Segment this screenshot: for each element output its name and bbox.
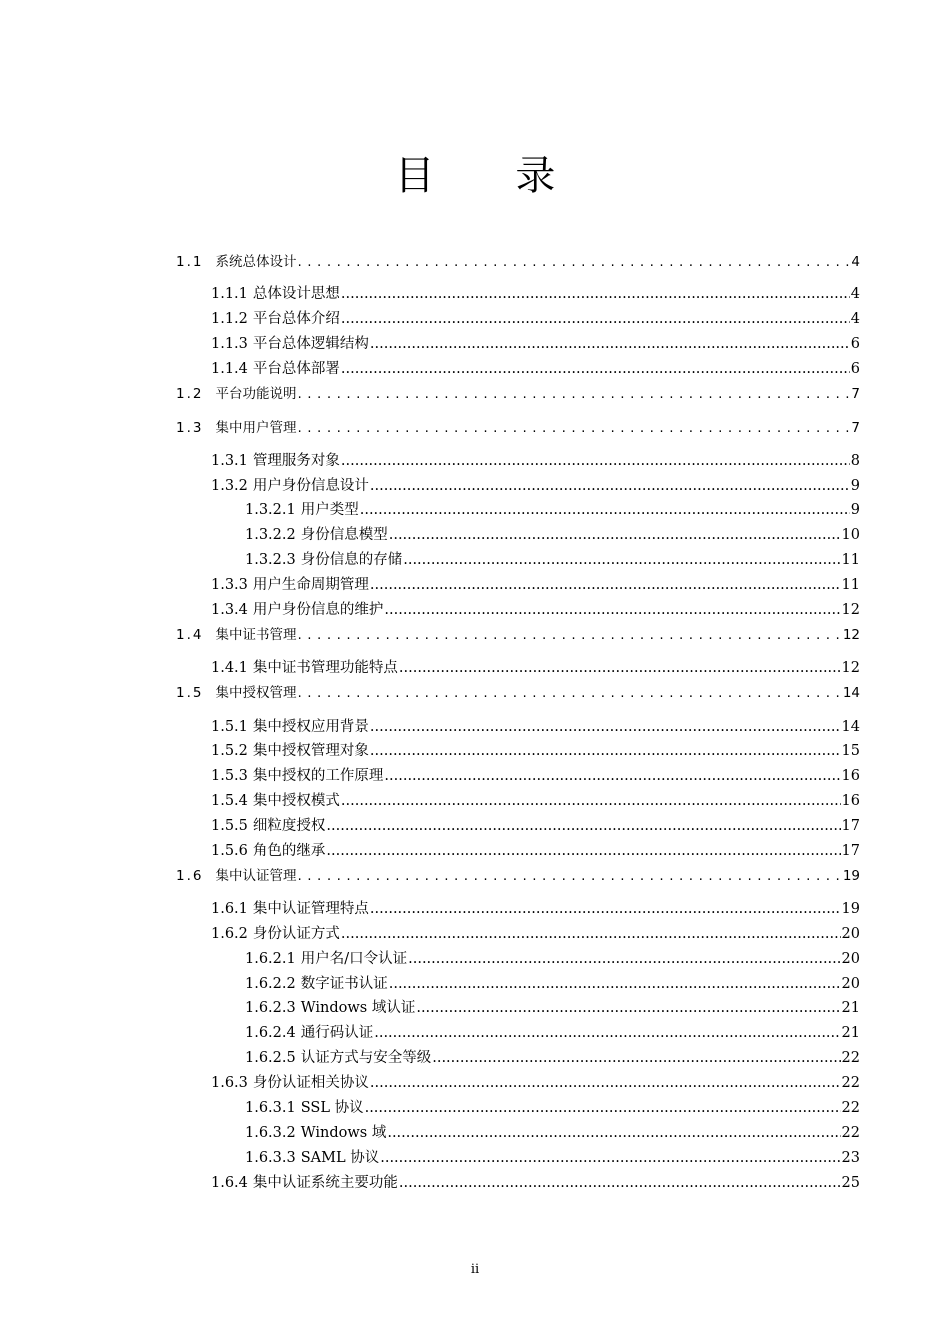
dot-leader [374,1023,840,1043]
page-number: ii [470,1262,480,1277]
dot-leader [370,575,841,595]
toc-entry-page: 9 [850,502,860,518]
toc-entry[interactable] [245,1048,860,1068]
toc-entry[interactable] [211,899,860,919]
toc-entry[interactable] [245,550,860,570]
toc-entry-page: 8 [850,453,860,469]
dot-leader [326,841,840,861]
toc-entry-number: 1.1.1 [211,286,248,302]
toc-entry-title: SAML 协议 [300,1150,380,1166]
toc-entry-number: 1.5.1 [211,719,248,735]
dot-leader [341,451,850,471]
toc-entry-page: 14 [842,685,860,701]
toc-entry[interactable] [176,625,860,645]
toc-entry-number: 1.5.4 [211,793,248,809]
toc-entry-title: 集中用户管理 [215,420,297,436]
dot-leader [432,1048,840,1068]
toc-entry[interactable] [245,949,860,969]
toc-entry-number: 1.3.2.3 [245,552,296,568]
dot-leader [341,359,850,379]
toc-entry-page: 17 [841,818,860,834]
toc-entry-page: 17 [841,843,860,859]
toc-entry-title: 集中认证管理特点 [252,901,369,917]
toc-entry-title: 用户身份信息的维护 [252,602,384,618]
toc-entry-number: 1.1.4 [211,361,248,377]
toc-entry-page: 4 [850,286,860,302]
toc-entry-page: 22 [841,1050,860,1066]
page-title: 目 录 [394,153,590,199]
toc-entry[interactable] [211,841,860,861]
dot-leader [297,866,841,886]
toc-entry[interactable] [176,252,860,272]
toc-entry-page: 20 [841,951,860,967]
toc-entry[interactable] [245,525,860,545]
toc-entry[interactable] [211,476,860,496]
toc-entry-title: Windows 域认证 [300,1000,416,1016]
dot-leader [389,974,841,994]
toc-entry-number: 1.4.1 [211,660,248,676]
toc-entry-title: 角色的继承 [252,843,326,859]
toc-entry-page: 7 [851,420,860,436]
toc-entry-title: 身份信息的存储 [300,552,403,568]
toc-entry-number: 1.6.4 [211,1175,248,1191]
toc-entry-title: SSL 协议 [300,1100,364,1116]
toc-entry-page: 6 [850,361,860,377]
toc-entry[interactable] [211,1173,860,1193]
dot-leader [399,658,841,678]
toc-entry[interactable] [211,791,860,811]
dot-leader [399,1173,841,1193]
dot-leader [370,1073,841,1093]
toc-entry-number: 1.6.2.1 [245,951,296,967]
toc-entry-title: 集中授权管理 [215,685,297,701]
toc-entry-title: 细粒度授权 [252,818,326,834]
toc-entry-number: 1.3 [176,420,204,436]
toc-entry[interactable] [245,1098,860,1118]
dot-leader [370,717,841,737]
toc-entry-page: 19 [842,868,860,884]
toc-entry[interactable] [211,284,860,304]
toc-entry[interactable] [211,309,860,329]
toc-entry-page: 4 [850,311,860,327]
toc-entry[interactable] [211,924,860,944]
toc-entry[interactable] [211,600,860,620]
dot-leader [384,600,840,620]
toc-entry-page: 7 [851,386,860,402]
toc-entry-title: 集中授权管理对象 [252,743,369,759]
toc-entry-number: 1.6.3.2 [245,1125,296,1141]
toc-entry-number: 1.1.2 [211,311,248,327]
toc-entry[interactable] [176,418,860,438]
toc-entry-number: 1.5 [176,685,204,701]
toc-entry-number: 1.6.2.4 [245,1025,296,1041]
toc-entry[interactable] [211,1073,860,1093]
toc-entry-title: 集中认证系统主要功能 [252,1175,398,1191]
dot-leader [341,791,841,811]
toc-entry-page: 4 [851,254,860,270]
toc-entry-title: 集中授权应用背景 [252,719,369,735]
dot-leader [365,1098,841,1118]
toc-entry-page: 12 [841,660,860,676]
toc-entry[interactable] [211,717,860,737]
toc-entry-title: 平台总体逻辑结构 [252,336,369,352]
toc-entry-title: 数字证书认证 [300,976,388,992]
toc-entry[interactable] [245,1023,860,1043]
dot-leader [370,899,841,919]
dot-leader [341,924,841,944]
toc-entry-title: 用户身份信息设计 [252,478,369,494]
toc-entry-title: 身份认证方式 [252,926,340,942]
toc-entry-title: 管理服务对象 [252,453,340,469]
toc-entry-number: 1.6.3.1 [245,1100,296,1116]
toc-entry-title: 用户名/口令认证 [300,951,408,967]
dot-leader [384,766,840,786]
toc-entry[interactable] [245,500,860,520]
toc-entry-page: 6 [850,336,860,352]
toc-entry-number: 1.6.2.3 [245,1000,296,1016]
toc-entry-number: 1.5.2 [211,743,248,759]
toc-entry-page: 23 [841,1150,860,1166]
dot-leader [297,625,841,645]
toc-entry[interactable] [211,359,860,379]
dot-leader [403,550,840,570]
toc-entry-title: 用户类型 [300,502,359,518]
toc-entry-page: 11 [841,552,860,568]
toc-entry-page: 11 [841,577,860,593]
dot-leader [341,309,850,329]
toc-entry[interactable] [211,741,860,761]
toc-entry-page: 25 [841,1175,860,1191]
toc-entry[interactable] [245,1123,860,1143]
toc-entry-page: 12 [841,602,860,618]
toc-entry[interactable] [176,683,860,703]
toc-entry-number: 1.3.4 [211,602,248,618]
toc-entry-number: 1.6.2.2 [245,976,296,992]
dot-leader [380,1148,840,1168]
toc-entry[interactable] [211,658,860,678]
toc-entry-page: 12 [842,627,860,643]
toc-entry-number: 1.5.3 [211,768,248,784]
toc-entry-page: 20 [841,926,860,942]
dot-leader [297,683,841,703]
toc-entry-number: 1.6 [176,868,204,884]
toc-entry-page: 16 [841,768,860,784]
toc-entry-number: 1.6.3 [211,1075,248,1091]
toc-entry-title: 用户生命周期管理 [252,577,369,593]
toc-entry-title: 平台功能说明 [215,386,297,402]
dot-leader [387,1123,840,1143]
toc-entry-title: 身份信息模型 [300,527,388,543]
toc-entry-number: 1.2 [176,386,204,402]
dot-leader [297,418,850,438]
toc-entry-title: 平台总体部署 [252,361,340,377]
toc-entry-title: 通行码认证 [300,1025,374,1041]
dot-leader [297,252,850,272]
toc-entry[interactable] [245,974,860,994]
toc-entry-page: 21 [841,1025,860,1041]
toc-entry-title: 集中证书管理 [215,627,297,643]
toc-entry-page: 16 [841,793,860,809]
toc-entry[interactable] [245,998,860,1018]
toc-entry-number: 1.3.1 [211,453,248,469]
toc-entry-page: 9 [850,478,860,494]
toc-entry-title: Windows 域 [300,1125,387,1141]
dot-leader [370,741,841,761]
toc-entry-page: 15 [841,743,860,759]
toc-entry-number: 1.6.3.3 [245,1150,296,1166]
toc-entry-page: 20 [841,976,860,992]
toc-entry-number: 1.3.3 [211,577,248,593]
toc-entry-number: 1.5.6 [211,843,248,859]
toc-entry[interactable] [211,766,860,786]
toc-entry-title: 集中认证管理 [215,868,297,884]
toc-entry-page: 22 [841,1125,860,1141]
dot-leader [297,384,850,404]
toc-entry-number: 1.5.5 [211,818,248,834]
toc-entry-title: 身份认证相关协议 [252,1075,369,1091]
dot-leader [416,998,840,1018]
toc-entry-title: 集中授权模式 [252,793,340,809]
toc-entry-page: 10 [841,527,860,543]
toc-entry[interactable] [211,575,860,595]
toc-entry[interactable] [176,866,860,886]
toc-entry[interactable] [211,451,860,471]
toc-entry-page: 22 [841,1100,860,1116]
dot-leader [389,525,841,545]
toc-entry-page: 19 [841,901,860,917]
toc-entry-page: 14 [841,719,860,735]
toc-entry-number: 1.3.2 [211,478,248,494]
dot-leader [326,816,840,836]
toc-entry-number: 1.6.1 [211,901,248,917]
toc-entry-title: 集中授权的工作原理 [252,768,384,784]
toc-entry-page: 21 [841,1000,860,1016]
toc-entry-number: 1.6.2.5 [245,1050,296,1066]
dot-leader [408,949,840,969]
toc-entry-number: 1.3.2.1 [245,502,296,518]
toc-entry[interactable] [245,1148,860,1168]
dot-leader [341,284,850,304]
toc-entry[interactable] [211,334,860,354]
toc-entry-number: 1.6.2 [211,926,248,942]
toc-entry-title: 总体设计思想 [252,286,340,302]
toc-entry-title: 系统总体设计 [215,254,297,270]
dot-leader [370,476,850,496]
toc-entry[interactable] [176,384,860,404]
toc-entry-number: 1.3.2.2 [245,527,296,543]
toc-entry-title: 平台总体介绍 [252,311,340,327]
toc-entry-number: 1.4 [176,627,204,643]
dot-leader [360,500,850,520]
toc-entry-number: 1.1 [176,254,204,270]
toc-entry[interactable] [211,816,860,836]
toc-entry-page: 22 [841,1075,860,1091]
toc-entry-number: 1.1.3 [211,336,248,352]
dot-leader [370,334,850,354]
toc-entry-title: 集中证书管理功能特点 [252,660,398,676]
toc-entry-title: 认证方式与安全等级 [300,1050,432,1066]
